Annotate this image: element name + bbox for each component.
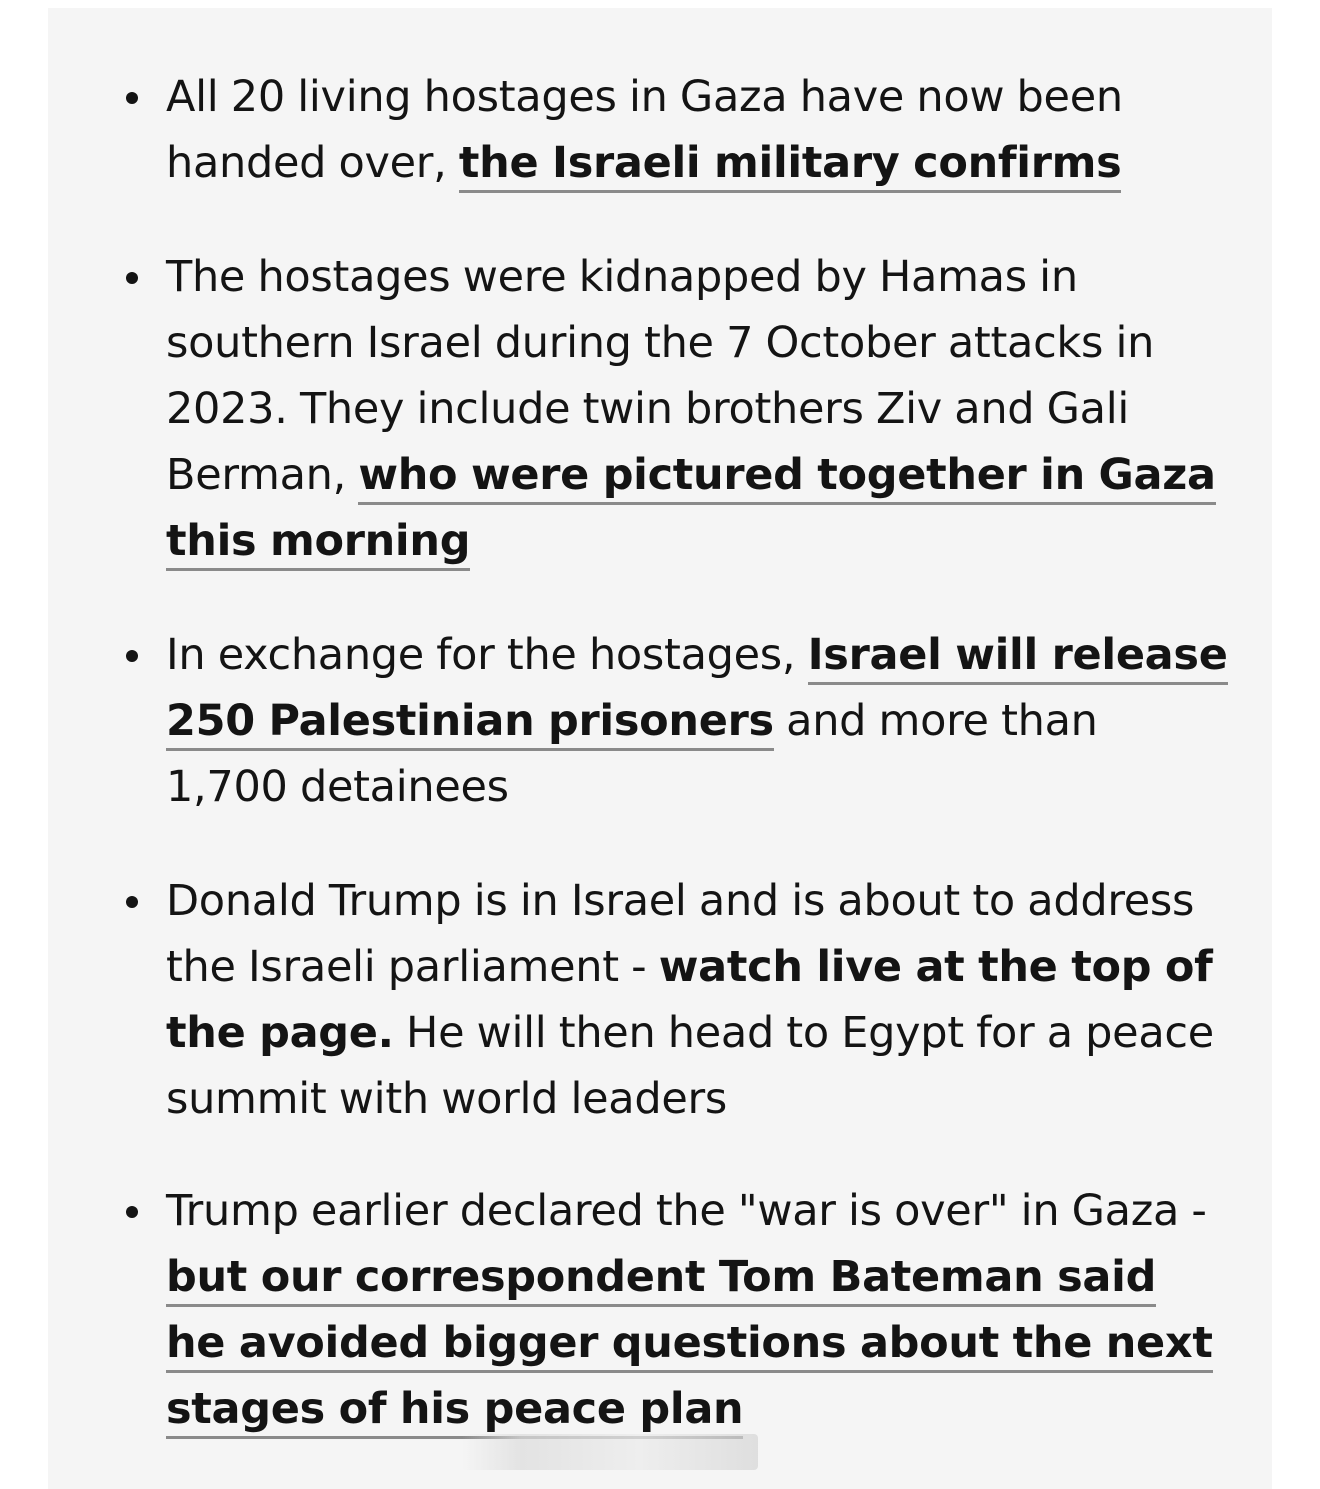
- bullet-text-plain: Trump earlier declared the "war is over" in Gaza -: [166, 1186, 1207, 1236]
- watch-live-emphasis: watch live at the top of the page.: [166, 942, 1213, 1058]
- bullet-text-plain: The hostages were kidnapped by Hamas in southern Israel during the 7 October attacks in 2023. They include twin brothers Ziv and Gali Berman,: [166, 252, 1155, 500]
- berman-twins-pictured-link[interactable]: who were pictured together in Gaza this morning: [166, 450, 1216, 571]
- bullet-text: [166, 622, 1228, 820]
- bullet-text: [166, 244, 1228, 574]
- bullet-text: [166, 868, 1228, 1132]
- bullet-text-plain: and more than 1,700 detainees: [166, 696, 1098, 812]
- bullet-text: [166, 1178, 1228, 1442]
- bullet-text-plain: In exchange for the hostages,: [166, 630, 808, 680]
- prisoner-release-link[interactable]: Israel will release 250 Palestinian prisoners: [166, 630, 1228, 751]
- bullet-text-plain: He will then head to Egypt for a peace summit with world leaders: [166, 1008, 1214, 1124]
- bullet-dot-icon: [126, 92, 138, 104]
- bullet-dot-icon: [126, 272, 138, 284]
- bullet-text: [166, 64, 1228, 196]
- israeli-military-confirms-link[interactable]: the Israeli military confirms: [459, 138, 1122, 193]
- tom-bateman-analysis-link[interactable]: but our correspondent Tom Bateman said he avoided bigger questions about the next stages of his peace plan: [166, 1252, 1213, 1439]
- bullet-dot-icon: [126, 896, 138, 908]
- watermark-image: [462, 1434, 758, 1470]
- bullet-text-plain: All 20 living hostages in Gaza have now been handed over,: [166, 72, 1123, 188]
- bullet-dot-icon: [126, 1206, 138, 1218]
- bullet-text-plain: Donald Trump is in Israel and is about to address the Israeli parliament -: [166, 876, 1195, 992]
- bullet-dot-icon: [126, 650, 138, 662]
- article-summary-panel: [48, 8, 1272, 1489]
